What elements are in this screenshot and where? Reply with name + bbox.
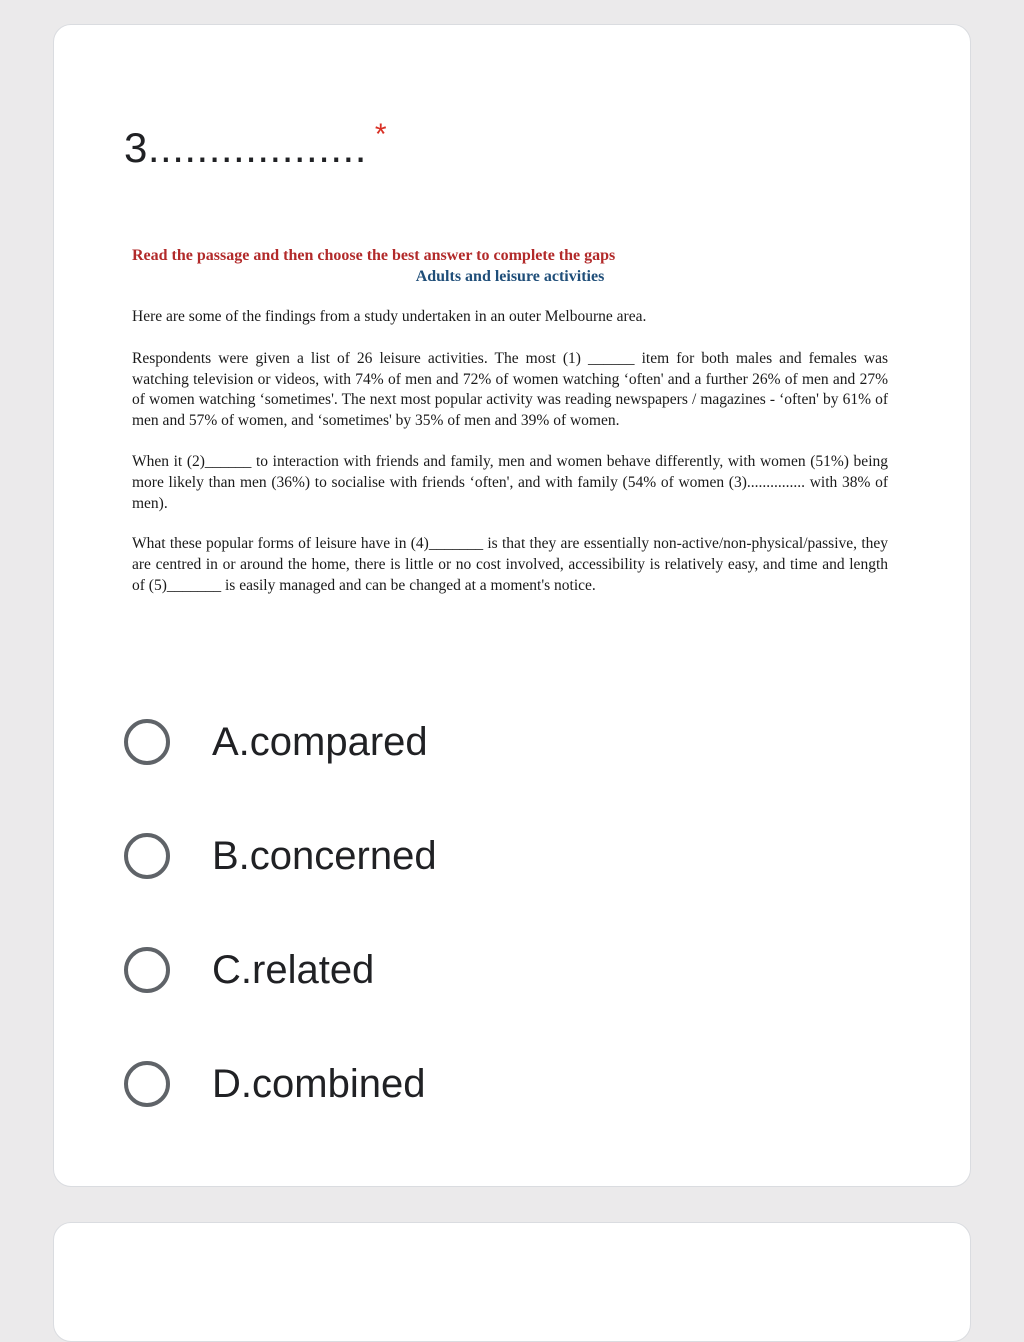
question-image-passage — [132, 245, 888, 617]
passage-paragraph-1: Respondents were given a list of 26 leisure activities. The most (1) ______ item for both males and females was watching television or videos, with 74% of men and 72% of women watching ‘often' and a further 26% of men and 27% of women watching ‘sometimes'. The next most popular activity was reading newspapers / magazines - ‘often' by 61% of men and 57% of women, and ‘sometimes' by 35% of men and 39% of women. — [132, 349, 888, 430]
option-b-label: B.concerned — [212, 834, 437, 878]
passage-paragraph-2: When it (2)______ to interaction with friends and family, men and women behave differently, with women (51%) being more likely than men (36%) to socialise with friends ‘often', and with family (54% of women (3)............... with 38% of men). — [132, 452, 888, 512]
passage-instruction: Read the passage and then choose the best answer to complete the gaps — [132, 247, 616, 264]
question-card — [53, 24, 971, 1187]
question-title: 3.................. — [124, 124, 367, 171]
option-b[interactable] — [124, 799, 437, 913]
passage-paragraph-3: What these popular forms of leisure have in (4)_______ is that they are essentially non-active/non-physical/passive, they are centred in or around the home, there is little or no cost involved, accessibility is relatively easy, and time and length of (5)_______ is easily managed and can be changed at a moment's notice. — [132, 535, 888, 594]
passage-paragraph-intro: Here are some of the findings from a study undertaken in an outer Melbourne area. — [132, 308, 647, 325]
question-title-row — [124, 113, 387, 183]
option-c-label: C.related — [212, 948, 375, 992]
next-question-card — [53, 1222, 971, 1342]
option-d-label: D.combined — [212, 1062, 426, 1106]
option-c[interactable] — [124, 913, 437, 1027]
required-asterisk: * — [374, 118, 387, 151]
radio-button-d[interactable] — [124, 1061, 170, 1107]
radio-button-b[interactable] — [124, 833, 170, 879]
answer-options — [124, 685, 437, 1141]
radio-button-a[interactable] — [124, 719, 170, 765]
option-a[interactable] — [124, 685, 437, 799]
passage-heading: Adults and leisure activities — [415, 268, 605, 285]
option-d[interactable] — [124, 1027, 437, 1141]
option-a-label: A.compared — [212, 720, 428, 764]
radio-button-c[interactable] — [124, 947, 170, 993]
